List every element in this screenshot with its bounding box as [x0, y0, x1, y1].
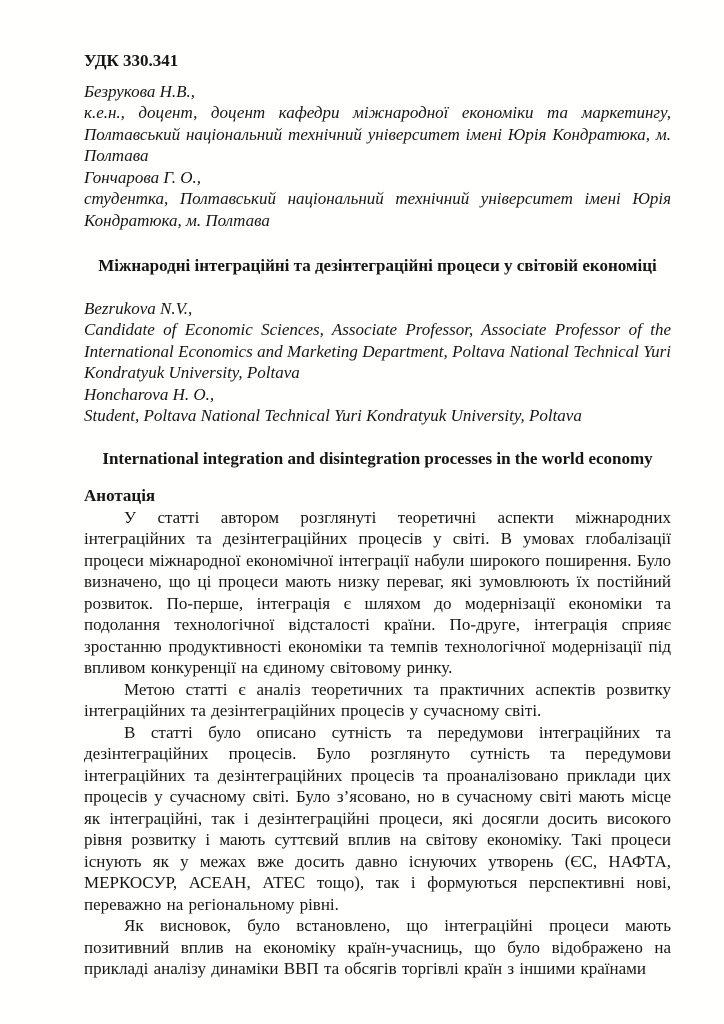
- article-title-english: International integration and disintegration processes in the world economy: [102, 448, 653, 468]
- authors-block-ukrainian: [84, 81, 671, 232]
- abstract-paragraph: Метою статті є аналіз теоретичних та практичних аспектів розвитку інтеграційних та дезінтеграційних процесів у сучасному світі.: [84, 679, 671, 720]
- author-affiliation-ua-2: студентка, Полтавський національний технічний університет імені Юрія Кондратюка, м. Полтава: [84, 189, 671, 230]
- udc-number: УДК 330.341: [84, 51, 179, 70]
- abstract-paragraph: Як висновок, було встановлено, що інтеграційні процеси мають позитивний вплив на економіку країн-учасниць, що було відображено на прикладі аналізу динаміки ВВП та обсягів торгівлі країн з іншими країнами: [84, 916, 671, 978]
- abstract-paragraph: У статті автором розглянуті теоретичні аспекти міжнародних інтеграційних та дезінтеграційних процесів у світі. В умовах глобалізації процеси міжнародної економічної інтеграції набули широкого поширення. Було визначено, що ці процеси мають низку переваг, які зумовлюють їх постійний розвиток. По-перше, інтеграція є шляхом до модернізації економіки та подолання технологічної відсталості країни. По-друге, інтеграція сприяє зростанню продуктивності економіки та темпів технологічної модернізації під впливом конкуренції на єдиному світовому ринку.: [84, 507, 671, 677]
- author-affiliation-ua-1: к.е.н., доцент, доцент кафедри міжнародної економіки та маркетингу, Полтавський національний технічний університет імені Юрія Кондратюка, м. Полтава: [84, 103, 671, 165]
- author-affiliation-en-1: Candidate of Economic Sciences, Associate Professor, Associate Professor of the International Economics and Marketing Department, Poltava National Technical Yuri Kondratyuk University, Poltava: [84, 320, 671, 382]
- abstract-body: [84, 507, 671, 980]
- author-name-ua-2: Гончарова Г. О.,: [84, 167, 202, 187]
- abstract-paragraph: В статті було описано сутність та передумови інтеграційних та дезінтеграційних процесів. Було розглянуто сутність та передумови інтеграційних та дезінтеграційних процесів та проаналізовано приклади цих процесів у сучасному світі. Було з’ясовано, но в сучасному світі мають місце як інтеграційні, так і дезінтеграційні процеси, які досягли досить високого рівня розвитку і мають суттєвий вплив на світову економіку. Такі процеси існують як у межах вже досить давно існуючих утворень (ЄС, НАФТА, МЕРКОСУР, АСЕАН, АТЕС тощо), так і формуються перспективні нові, переважно на регіональному рівні.: [84, 722, 671, 914]
- authors-block-english: [84, 298, 671, 427]
- author-name-en-1: Bezrukova N.V.,: [84, 298, 193, 318]
- author-name-en-2: Honcharova H. O.,: [84, 384, 215, 404]
- abstract-heading: Анотація: [84, 486, 156, 505]
- author-name-ua-1: Безрукова Н.В.,: [84, 81, 196, 101]
- author-affiliation-en-2: Student, Poltava National Technical Yuri Kondratyuk University, Poltava: [84, 406, 582, 425]
- article-title-ukrainian: Міжнародні інтеграційні та дезінтеграційні процеси у світовій економіці: [98, 256, 657, 275]
